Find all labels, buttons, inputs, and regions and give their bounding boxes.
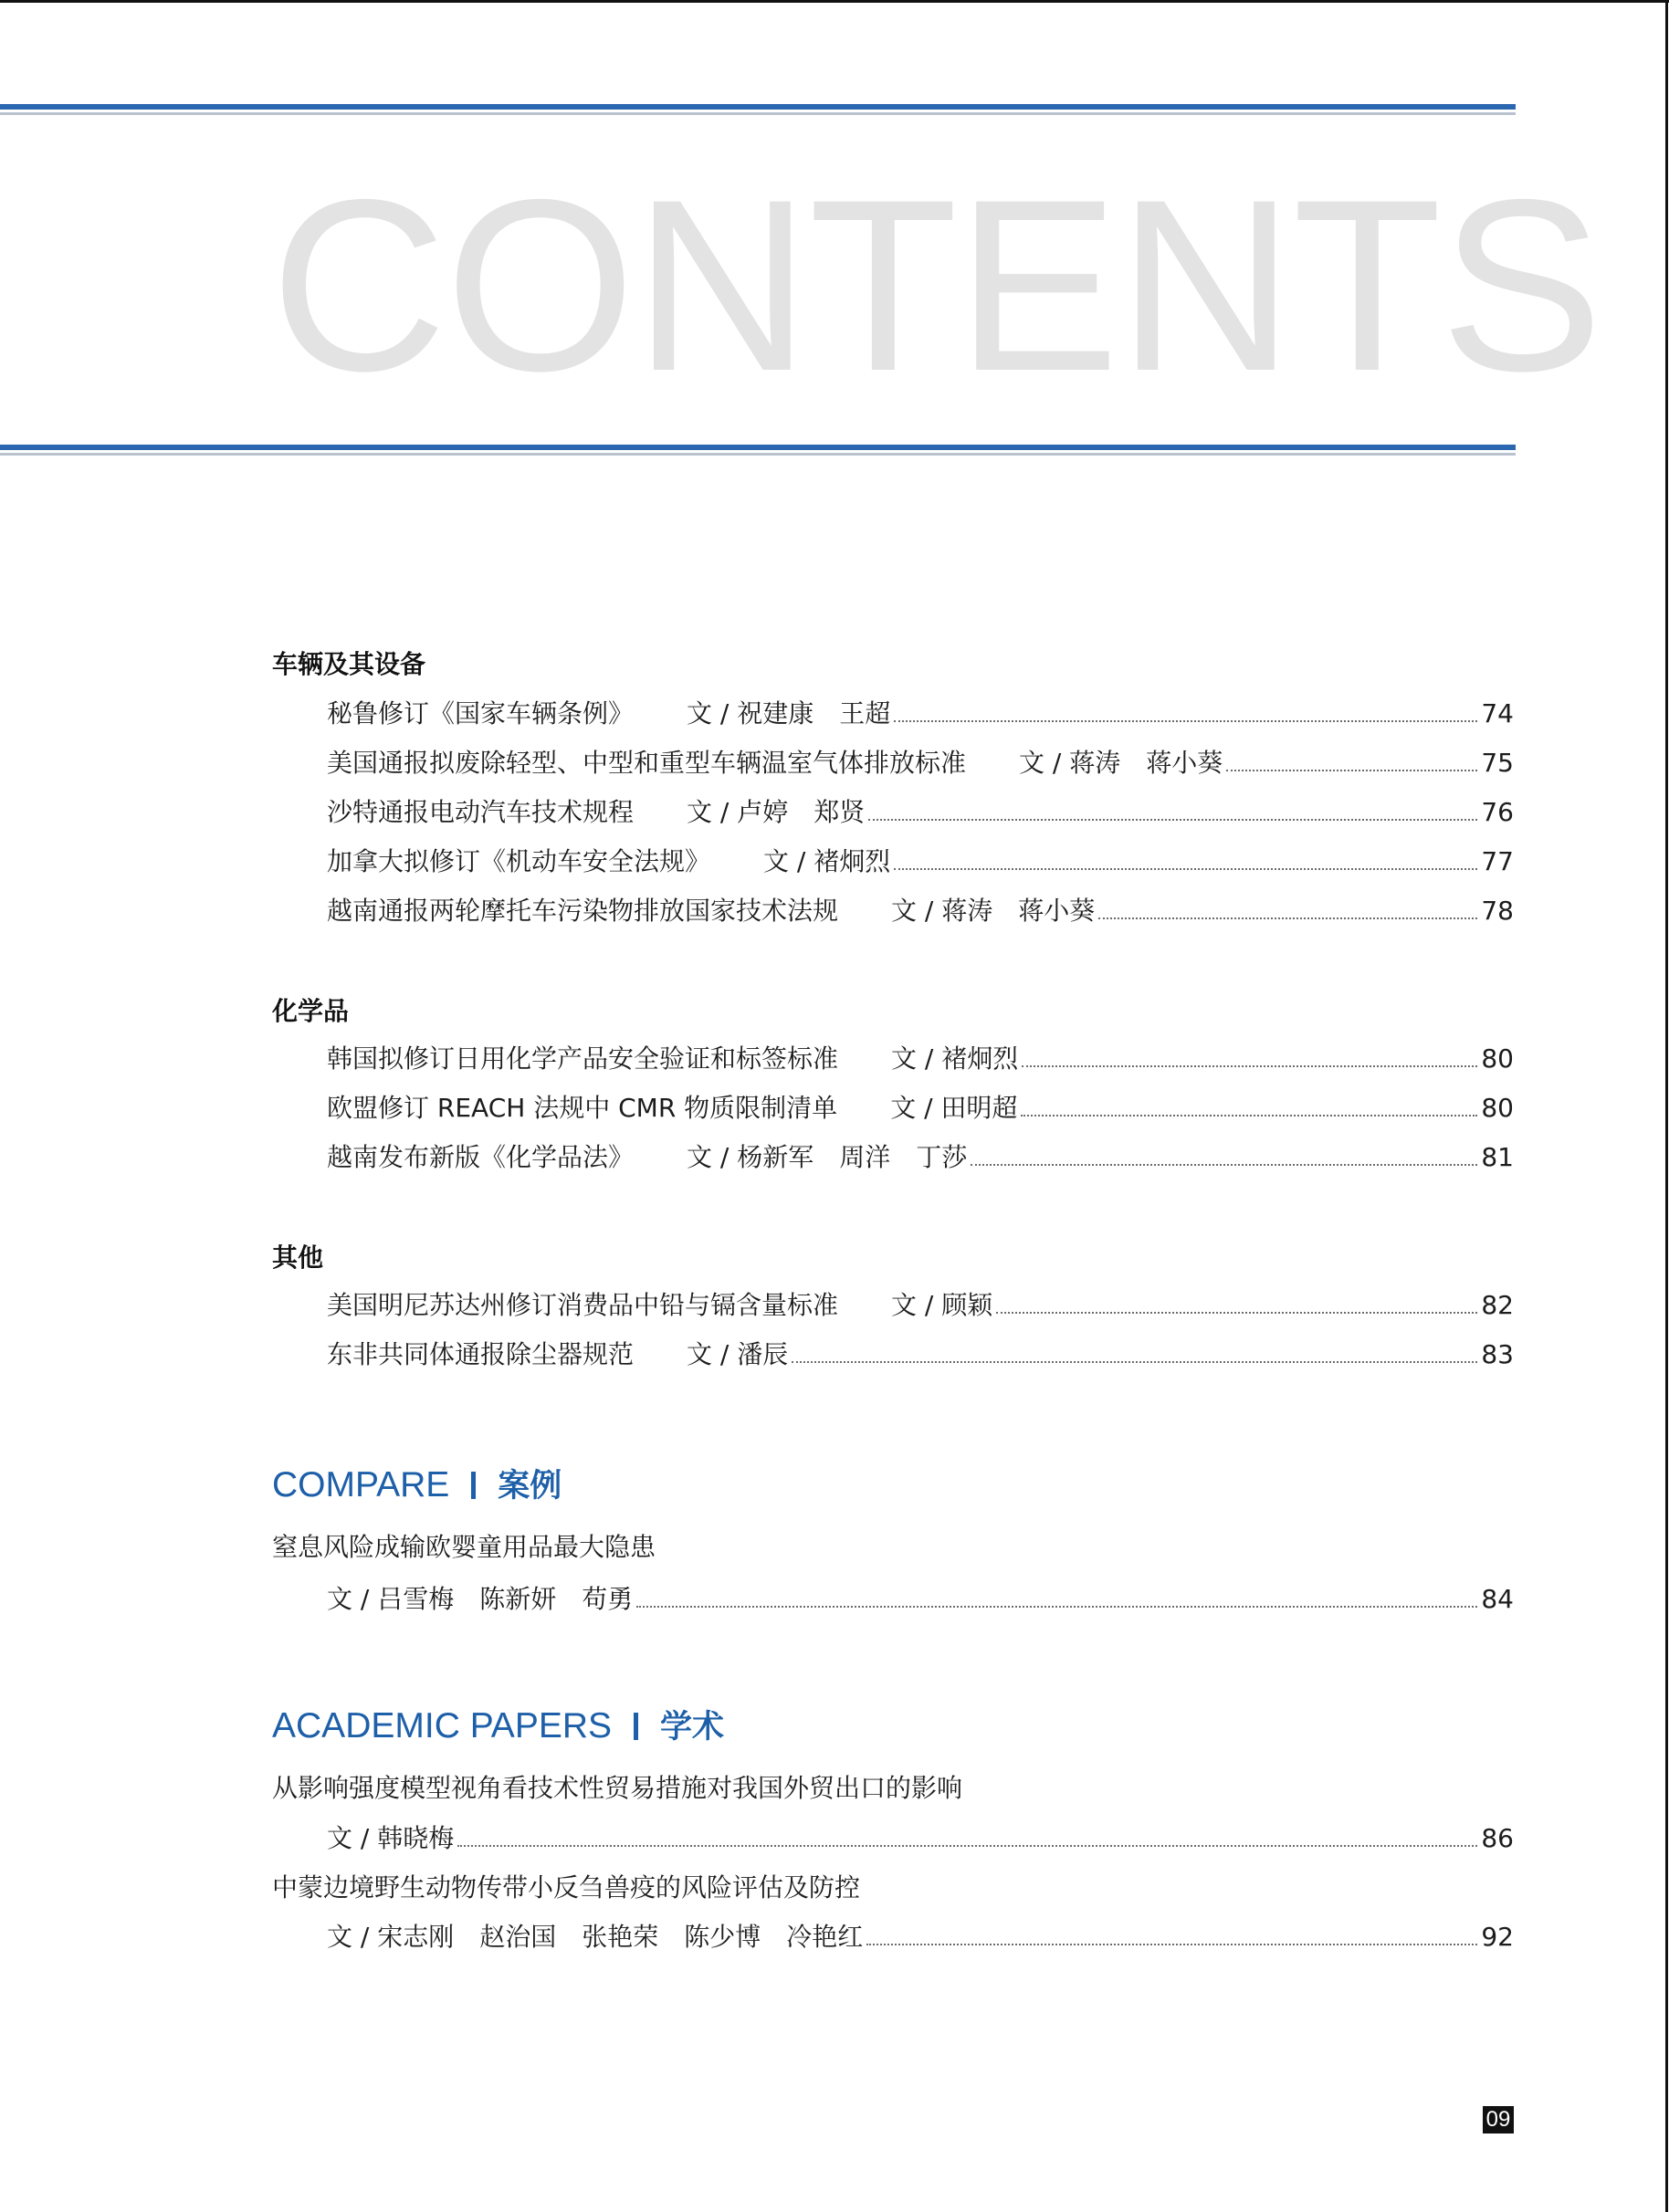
entry-author: 文 / 蒋涛 蒋小葵 [1019, 748, 1223, 778]
toc-entry[interactable] [327, 1579, 1514, 1616]
section-heading-others: 其他 [272, 1242, 324, 1273]
section-heading-chemicals: 化学品 [272, 996, 350, 1026]
entry-page: 75 [1481, 748, 1514, 778]
compare-label-en: COMPARE [272, 1465, 450, 1504]
toc-entry[interactable] [327, 1088, 1514, 1125]
entry-page: 82 [1481, 1290, 1514, 1320]
page-number: 09 [1483, 2106, 1514, 2133]
compare-label-cn: 案例 [498, 1468, 562, 1504]
academic-label-cn: 学术 [660, 1709, 725, 1745]
dot-leader [894, 702, 1477, 722]
toc-entry[interactable] [327, 1917, 1514, 1954]
dot-leader [1022, 1047, 1477, 1067]
compare-section-heading [272, 1461, 562, 1506]
entry-author: 文 / 卢婷 郑贤 [687, 797, 866, 827]
toc-entry[interactable] [327, 842, 1514, 878]
entry-author: 文 / 褚炯烈 [763, 846, 891, 876]
entry-author: 文 / 蒋涛 蒋小葵 [891, 896, 1096, 926]
entry-author: 文 / 褚炯烈 [891, 1043, 1019, 1074]
toc-entry[interactable] [327, 891, 1514, 928]
entry-author: 文 / 祝建康 王超 [687, 698, 891, 729]
dot-leader [971, 1146, 1477, 1166]
toc-entry[interactable] [327, 1335, 1514, 1371]
entry-title: 东非共同体通报除尘器规范 [327, 1339, 635, 1369]
dot-leader [866, 1925, 1477, 1945]
entry-page: 92 [1481, 1922, 1514, 1952]
toc-entry[interactable] [327, 1285, 1514, 1322]
dot-leader [792, 1343, 1477, 1363]
entry-author: 文 / 潘辰 [687, 1339, 789, 1369]
entry-author: 文 / 顾颖 [891, 1290, 993, 1320]
toc-entry[interactable] [327, 694, 1514, 730]
entry-page: 83 [1481, 1339, 1514, 1369]
toc-entry[interactable] [327, 743, 1514, 780]
entry-title: 越南发布新版《化学品法》 [327, 1142, 635, 1172]
academic-section-heading [272, 1702, 724, 1747]
entry-page: 84 [1481, 1584, 1514, 1614]
entry-page: 74 [1481, 698, 1514, 729]
entry-title[interactable]: 从影响强度模型视角看技术性贸易措施对我国外贸出口的影响 [272, 1773, 963, 1803]
entry-title: 欧盟修订 REACH 法规中 CMR 物质限制清单 [327, 1093, 838, 1123]
heading-separator [634, 1713, 638, 1740]
toc-entry[interactable] [327, 1819, 1514, 1855]
entry-title: 美国通报拟废除轻型、中型和重型车辆温室气体排放标准 [327, 748, 967, 778]
entry-page: 86 [1481, 1823, 1514, 1853]
dot-leader [457, 1827, 1477, 1847]
dot-leader [868, 801, 1477, 821]
toc-entry[interactable] [327, 1039, 1514, 1075]
entry-author: 文 / 杨新军 周洋 丁莎 [687, 1142, 968, 1172]
toc-entry[interactable] [327, 1137, 1514, 1174]
academic-label-en: ACADEMIC PAPERS [272, 1706, 613, 1745]
dot-leader [1098, 899, 1477, 919]
entry-title: 沙特通报电动汽车技术规程 [327, 797, 635, 827]
dot-leader [1021, 1096, 1477, 1116]
entry-title[interactable]: 窒息风险成输欧婴童用品最大隐患 [272, 1532, 656, 1562]
entry-page: 78 [1481, 896, 1514, 926]
dot-leader [996, 1294, 1477, 1314]
entry-page: 80 [1481, 1043, 1514, 1074]
dot-leader [636, 1588, 1477, 1608]
entry-page: 80 [1481, 1093, 1514, 1123]
dot-leader [894, 850, 1477, 870]
entry-title: 韩国拟修订日用化学产品安全验证和标签标准 [327, 1043, 839, 1074]
entry-title[interactable]: 中蒙边境野生动物传带小反刍兽疫的风险评估及防控 [272, 1872, 861, 1903]
dot-leader [1226, 751, 1477, 771]
entry-title: 美国明尼苏达州修订消费品中铅与镉含量标准 [327, 1290, 839, 1320]
entry-title: 越南通报两轮摩托车污染物排放国家技术法规 [327, 896, 839, 926]
entry-author: 文 / 田明超 [890, 1093, 1018, 1123]
toc-entry[interactable] [327, 792, 1514, 829]
entry-author: 文 / 宋志刚 赵治国 张艳荣 陈少博 冷艳红 [327, 1922, 864, 1952]
entry-page: 77 [1481, 846, 1514, 876]
entry-title: 加拿大拟修订《机动车安全法规》 [327, 846, 711, 876]
section-heading-vehicles: 车辆及其设备 [272, 649, 426, 679]
entry-page: 81 [1481, 1142, 1514, 1172]
entry-author: 文 / 吕雪梅 陈新妍 苟勇 [327, 1584, 634, 1614]
entry-page: 76 [1481, 797, 1514, 827]
entry-author: 文 / 韩晓梅 [327, 1823, 455, 1853]
heading-separator [471, 1472, 476, 1499]
entry-title: 秘鲁修订《国家车辆条例》 [327, 698, 635, 729]
contents-title: CONTENTS [270, 148, 1601, 422]
